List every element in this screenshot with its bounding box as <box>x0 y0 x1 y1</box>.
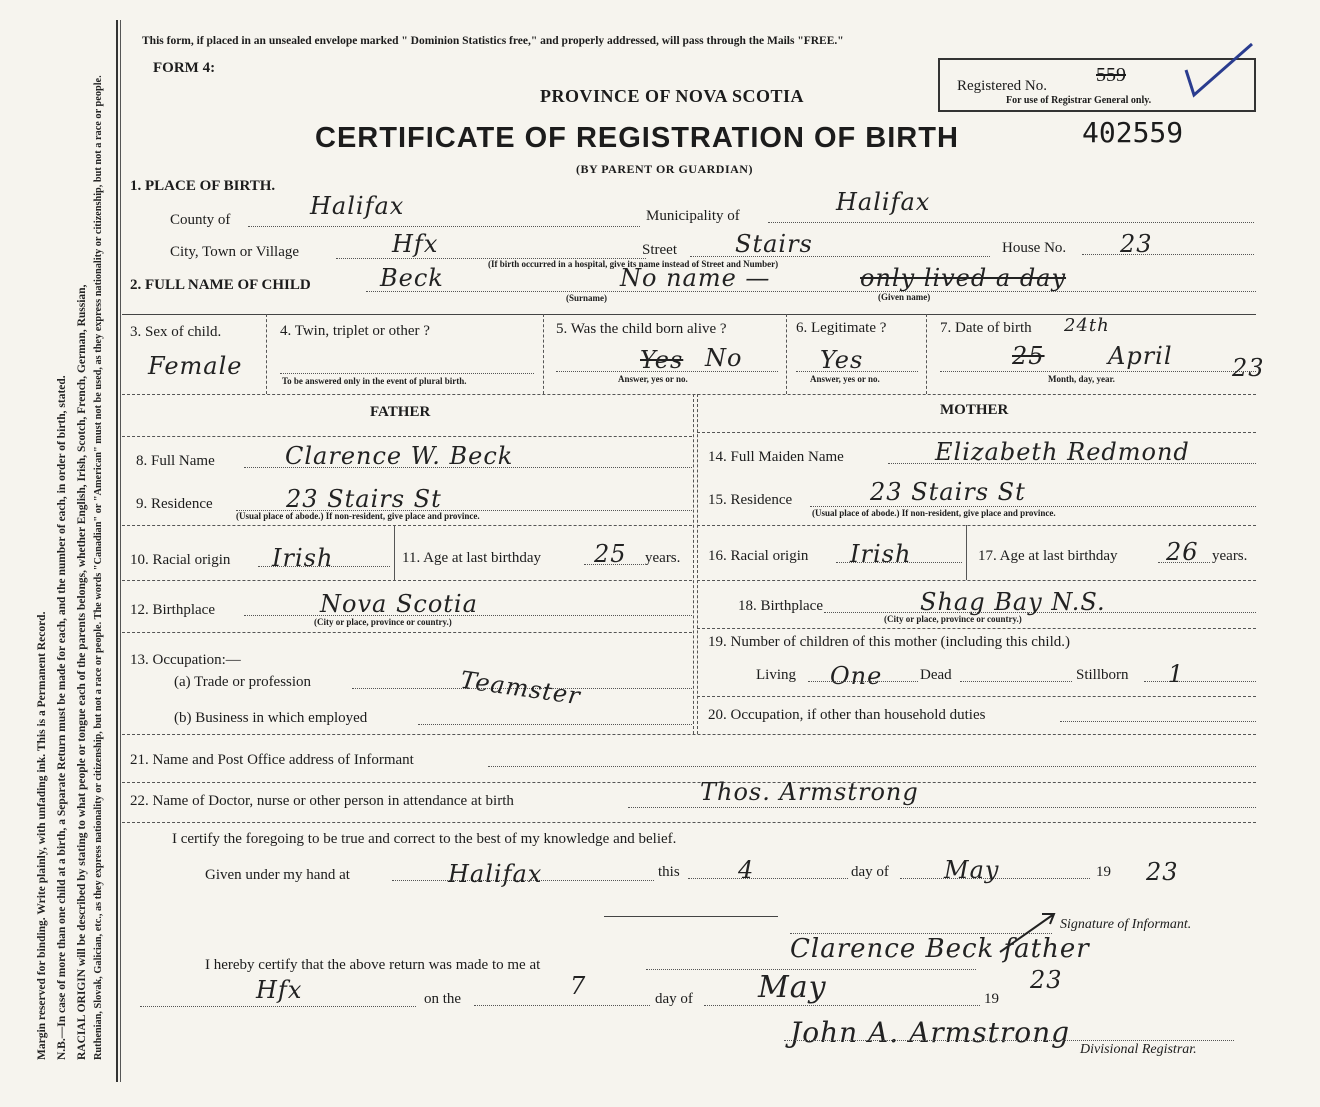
alive-label: 5. Was the child born alive ? <box>556 321 727 337</box>
registrar-signature: John A. Armstrong <box>790 1016 1071 1049</box>
informant-signature-label: Signature of Informant. <box>1060 917 1192 932</box>
mother-occupation-label: 20. Occupation, if other than household duties <box>708 707 986 723</box>
father-residence-value: 23 Stairs St <box>286 485 442 513</box>
margin-note-2: N.B.—In case of more than one child at a birth, a Separate Return must be made for each, and the number of each, in order of birth, stated. <box>56 375 68 1060</box>
mother-name-value: Elizabeth Redmond <box>935 438 1190 466</box>
county-label: County of <box>170 212 231 228</box>
registrar-day: 7 <box>570 972 587 1000</box>
city-value: Hfx <box>392 230 439 258</box>
certificate-number: 402559 <box>1082 116 1184 149</box>
given-year: 23 <box>1146 858 1179 886</box>
date-corrected: 24th <box>1064 315 1110 336</box>
father-name-value: Clarence W. Beck <box>285 442 514 470</box>
date-month: April <box>1108 342 1173 370</box>
province-heading: PROVINCE OF NOVA SCOTIA <box>540 86 805 106</box>
house-label: House No. <box>1002 240 1067 256</box>
municipality-value: Halifax <box>836 188 931 216</box>
mother-living-label: Living <box>756 667 796 683</box>
father-racial-label: 10. Racial origin <box>130 552 231 568</box>
registrar-day-of-label: day of <box>655 991 693 1007</box>
mother-age-value: 26 <box>1166 538 1199 566</box>
father-name-label: 8. Full Name <box>136 453 215 469</box>
place-of-birth-heading: 1. PLACE OF BIRTH. <box>130 178 276 194</box>
on-the-label: on the <box>424 991 462 1007</box>
binding-line-inner <box>120 20 121 1082</box>
twin-label: 4. Twin, triplet or other ? <box>280 323 430 339</box>
father-business-label: (b) Business in which employed <box>174 710 368 726</box>
father-years: years. <box>645 550 681 566</box>
form-number: FORM 4: <box>153 60 216 76</box>
mother-residence-label: 15. Residence <box>708 492 793 508</box>
margin-note-3: RACIAL ORIGIN will be described by stating to what people or tongue each of the parents belongs, whether English, Irish, Scotch, French, German, Russian, <box>76 284 88 1060</box>
date-struck: 25 <box>1012 342 1045 370</box>
father-birthplace-value: Nova Scotia <box>320 590 478 618</box>
child-name-struck: only lived a day <box>860 264 1067 292</box>
father-age-value: 25 <box>594 540 627 568</box>
sex-value: Female <box>148 352 243 380</box>
this-label: this <box>658 864 680 880</box>
doctor-value: Thos. Armstrong <box>700 778 919 806</box>
given-month: May <box>944 856 1000 884</box>
father-trade-label: (a) Trade or profession <box>174 674 312 690</box>
mother-residence-note: (Usual place of abode.) If non-resident, give place and province. <box>812 508 1056 518</box>
twin-note: To be answered only in the event of plural birth. <box>282 376 467 386</box>
child-surname: Beck <box>380 264 444 292</box>
mother-racial-label: 16. Racial origin <box>708 548 809 564</box>
certify-statement: I certify the foregoing to be true and correct to the best of my knowledge and belief. <box>172 831 677 847</box>
registrar-year: 23 <box>1030 966 1063 994</box>
certificate-subtitle: (BY PARENT OR GUARDIAN) <box>576 162 753 176</box>
divisional-registrar-label: Divisional Registrar. <box>1080 1042 1197 1057</box>
father-racial-value: Irish <box>272 544 334 572</box>
alive-note: Answer, yes or no. <box>618 374 688 384</box>
mother-residence-value: 23 Stairs St <box>870 478 1026 506</box>
father-age-label: 11. Age at last birthday <box>402 550 541 566</box>
surname-note: (Surname) <box>566 293 607 303</box>
given-name-note: (Given name) <box>878 292 931 302</box>
certificate-title: CERTIFICATE OF REGISTRATION OF BIRTH <box>315 122 959 154</box>
mother-children-label: 19. Number of children of this mother (including this child.) <box>708 634 1071 650</box>
doctor-label: 22. Name of Doctor, nurse or other person in attendance at birth <box>130 793 514 809</box>
mother-years: years. <box>1212 548 1248 564</box>
mother-stillborn-label: Stillborn <box>1076 667 1129 683</box>
father-birthplace-label: 12. Birthplace <box>130 602 215 618</box>
informant-label: 21. Name and Post Office address of Informant <box>130 752 414 768</box>
day-of-label: day of <box>851 864 889 880</box>
mother-racial-value: Irish <box>850 540 912 568</box>
legitimate-value: Yes <box>820 346 864 374</box>
given-label: Given under my hand at <box>205 867 350 883</box>
legitimate-label: 6. Legitimate ? <box>796 320 887 336</box>
father-heading: FATHER <box>370 404 431 420</box>
mother-birthplace-note: (City or place, province or country.) <box>884 614 1022 624</box>
city-label: City, Town or Village <box>170 244 300 260</box>
child-given-name: No name — <box>620 264 771 292</box>
binding-line <box>116 20 118 1082</box>
date-note: Month, day, year. <box>1048 374 1115 384</box>
municipality-label: Municipality of <box>646 208 740 224</box>
date-of-birth-label: 7. Date of birth <box>940 320 1032 336</box>
registrar-month: May <box>758 970 827 1005</box>
informant-signature: Clarence Beck father <box>790 934 1090 964</box>
sex-label: 3. Sex of child. <box>130 324 222 340</box>
father-occupation-label: 13. Occupation:— <box>130 652 241 668</box>
father-residence-label: 9. Residence <box>136 496 213 512</box>
mother-birthplace-value: Shag Bay N.S. <box>920 588 1106 616</box>
date-year: 23 <box>1232 354 1265 382</box>
mother-birthplace-label: 18. Birthplace <box>738 598 823 614</box>
father-residence-note: (Usual place of abode.) If non-resident, give place and province. <box>236 511 480 521</box>
house-value: 23 <box>1120 230 1153 258</box>
mother-dead-label: Dead <box>920 667 952 683</box>
margin-note-1: Margin reserved for binding. Write plainly, with unfading ink. This is a Permanent Record. <box>36 611 48 1060</box>
street-label: Street <box>642 242 677 258</box>
registered-value: 559 <box>1096 64 1126 86</box>
registrar-place: Hfx <box>256 976 303 1004</box>
hospital-note: (If birth occurred in a hospital, give its name instead of Street and Number) <box>488 259 779 269</box>
alive-struck: Yes <box>640 346 684 374</box>
child-name-label: 2. FULL NAME OF CHILD <box>130 277 311 293</box>
given-year-prefix: 19 <box>1096 864 1111 880</box>
signature-arrow-icon <box>998 906 1060 956</box>
registrar-year-prefix: 19 <box>984 991 999 1007</box>
mother-stillborn-value: 1 <box>1168 660 1185 688</box>
given-place: Halifax <box>448 860 543 888</box>
margin-note-4: Ruthenian, Slovak, Galician, etc., as they express nationality or citizenship, but not a race or people. The words "Canadian" or "American" must not be used, as they express nationality or citizenship, but not a race or people. <box>93 75 104 1060</box>
father-birthplace-note: (City or place, province or country.) <box>314 617 452 627</box>
father-trade-value: Teamster <box>458 665 583 711</box>
alive-value: No <box>705 344 743 372</box>
legitimate-note: Answer, yes or no. <box>810 374 880 384</box>
county-value: Halifax <box>310 192 405 220</box>
checkmark-icon <box>1180 40 1260 100</box>
registrar-note: For use of Registrar General only. <box>1006 95 1152 106</box>
given-day: 4 <box>738 856 755 884</box>
mother-living-value: One <box>830 662 883 690</box>
mail-notice: This form, if placed in an unsealed envelope marked " Dominion Statistics free," and properly addressed, will pass through the Mails "FREE." <box>142 35 844 47</box>
mother-age-label: 17. Age at last birthday <box>978 548 1118 564</box>
mother-heading: MOTHER <box>940 402 1009 418</box>
mother-name-label: 14. Full Maiden Name <box>708 449 844 465</box>
registrar-statement: I hereby certify that the above return was made to me at <box>205 957 541 973</box>
registered-label: Registered No. <box>957 78 1047 94</box>
street-value: Stairs <box>735 230 813 258</box>
